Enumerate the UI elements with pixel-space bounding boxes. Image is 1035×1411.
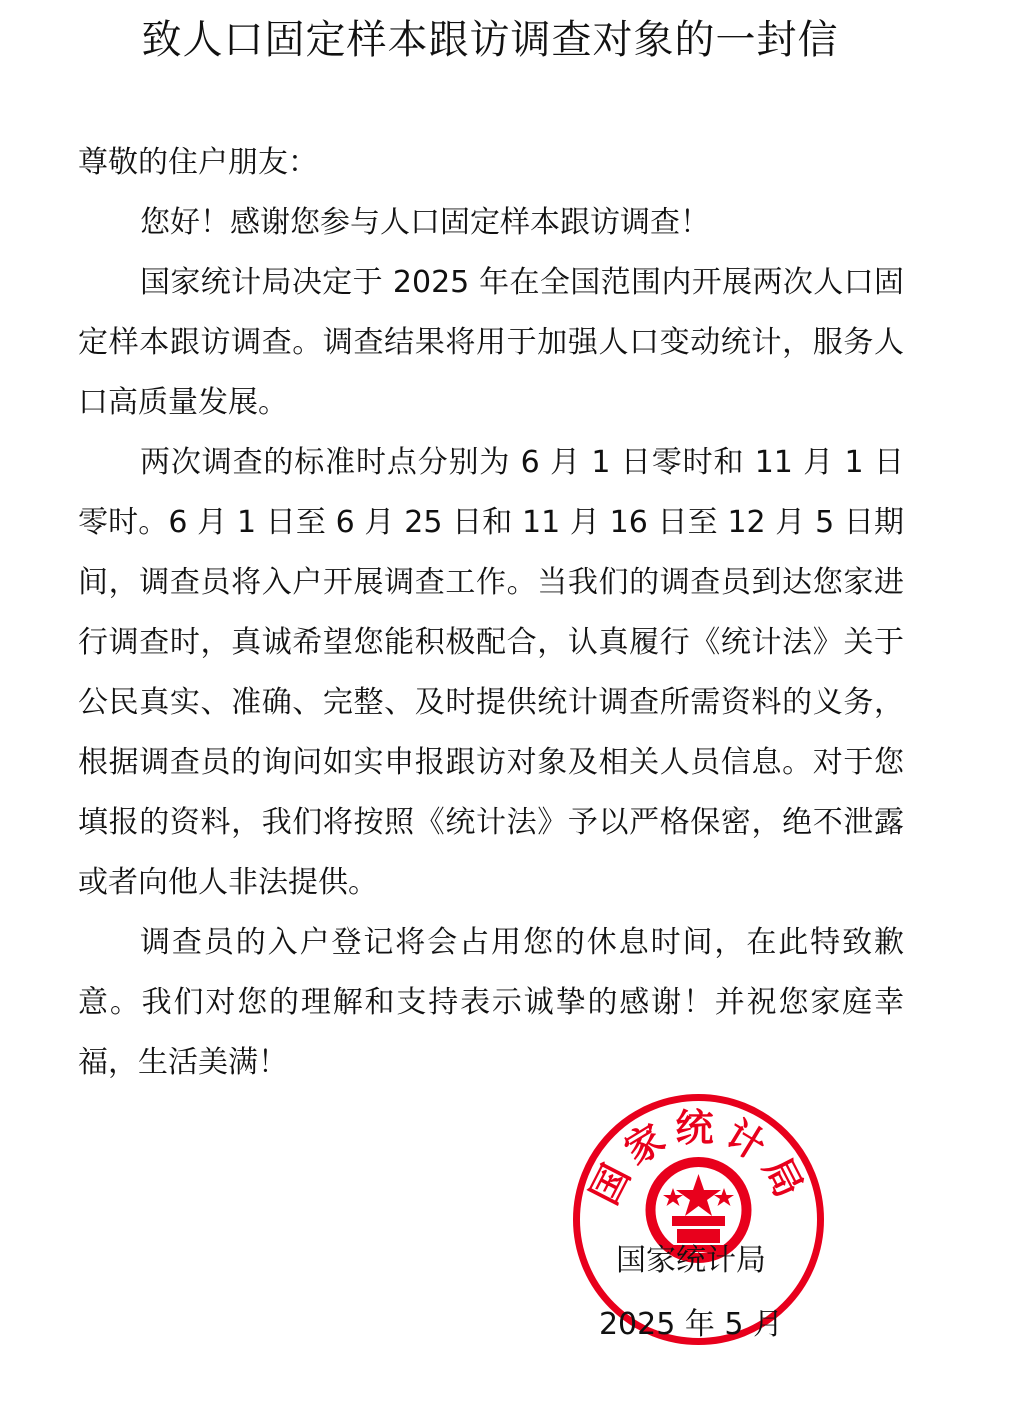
letter-signature (560, 1235, 822, 1351)
signature-organization: 国家统计局 (616, 1243, 766, 1278)
paragraph-thanks: 调查员的入户登记将会占用您的休息时间，在此特致歉意。我们对您的理解和支持表示诚挚的感谢！并祝您家庭幸福，生活美满！ (78, 925, 904, 1080)
letter-body (78, 133, 904, 1093)
signature-date: 2025 年 5 月 (598, 1307, 784, 1342)
seal-text: 国家统计局 (581, 1105, 816, 1212)
paragraph-survey-schedule: 两次调查的标准时点分别为 6 月 1 日零时和 11 月 1 日零时。6 月 1 日至 6 月 25 日和 11 月 16 日至 12 月 5 日期间，调查员将入户开展调查工作。当我们的调查员到达您家进行调查时，真诚希望您能积极配合，认真履行《统计法》关于公民真实、准确、完整、及时提供统计调查所需资料的义务，根据调查员的询问如实申报跟访对象及相关人员信息。对于您填报的资料，我们将按照《统计法》予以严格保密，绝不泄露或者向他人非法提供。 (78, 445, 904, 900)
letter-title: 致人口固定样本跟访调查对象的一封信 (141, 17, 839, 63)
salutation: 尊敬的住户朋友： (78, 145, 318, 180)
paragraph-greeting: 您好！感谢您参与人口固定样本跟访调查！ (140, 205, 710, 240)
paragraph-survey-purpose: 国家统计局决定于 2025 年在全国范围内开展两次人口固定样本跟访调查。调查结果将用于加强人口变动统计，服务人口高质量发展。 (78, 265, 904, 420)
